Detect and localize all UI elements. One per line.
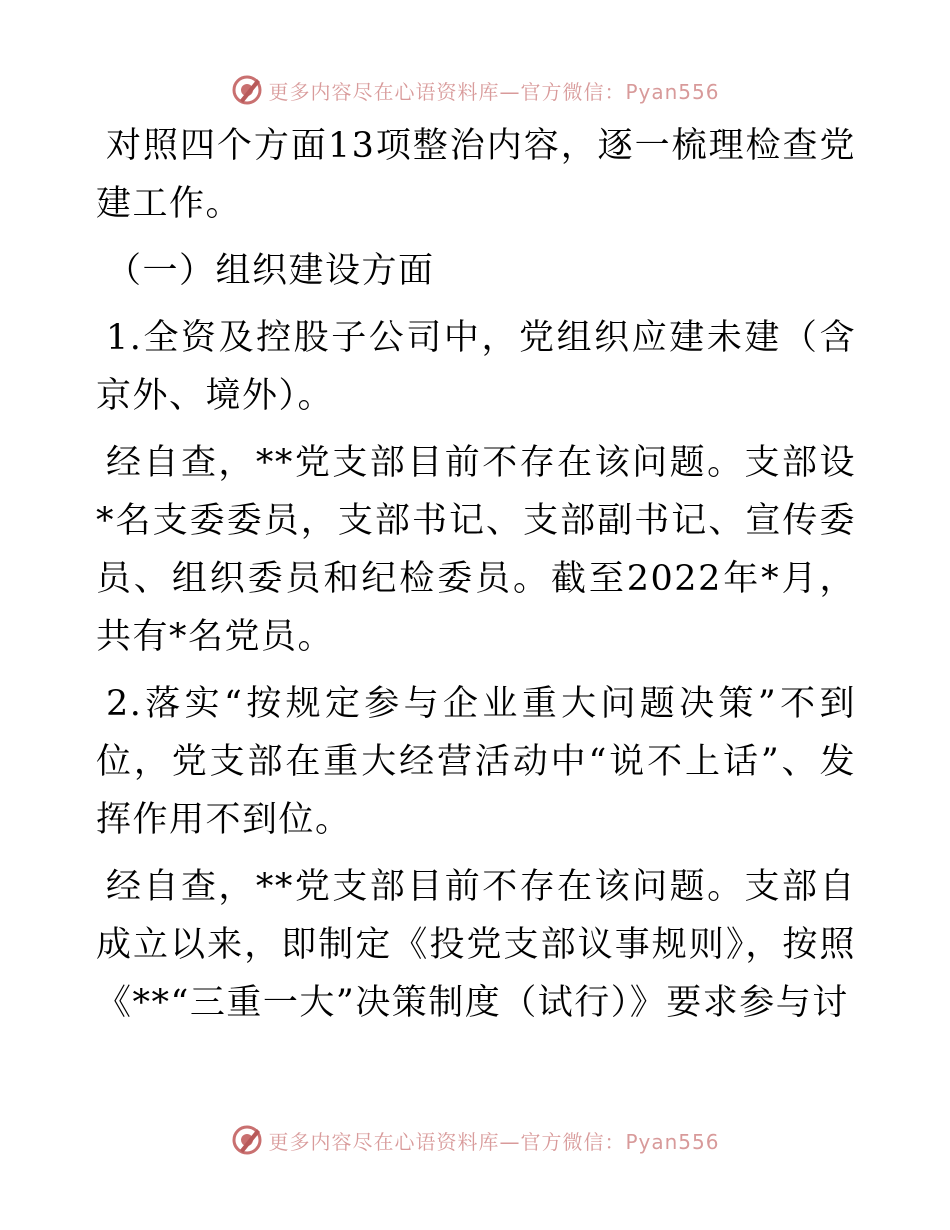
watermark-text: 更多内容尽在心语资料库—官方微信：Pyan556: [268, 79, 720, 104]
item-2-title: 2.落实“按规定参与企业重大问题决策”不到位，党支部在重大经营活动中“说不上话”、发挥作用不到位。: [96, 684, 856, 840]
item-2-finding: 经自查，**党支部目前不存在该问题。支部自成立以来，即制定《投党支部议事规则》，按照《**“三重一大”决策制度（试行）》要求参与讨: [96, 867, 856, 1023]
footer-watermark: [0, 1120, 950, 1160]
intro-paragraph: 对照四个方面13项整治内容，逐一梳理检查党建工作。: [96, 126, 856, 224]
item-1-title: 1.全资及控股子公司中，党组织应建未建（含京外、境外）。: [96, 318, 856, 416]
watermark-text: 更多内容尽在心语资料库—官方微信：Pyan556: [268, 1129, 720, 1154]
pen-seal-icon: [230, 1123, 264, 1157]
item-1-finding: 经自查，**党支部目前不存在该问题。支部设*名支委委员，支部书记、支部副书记、宣传委员、组织委员和纪检委员。截至2022年*月，共有*名党员。: [96, 443, 856, 657]
document-body: [96, 117, 856, 1032]
section-heading: （一）组织建设方面: [106, 251, 435, 291]
header-watermark: [0, 70, 950, 110]
pen-seal-icon: [230, 73, 264, 107]
